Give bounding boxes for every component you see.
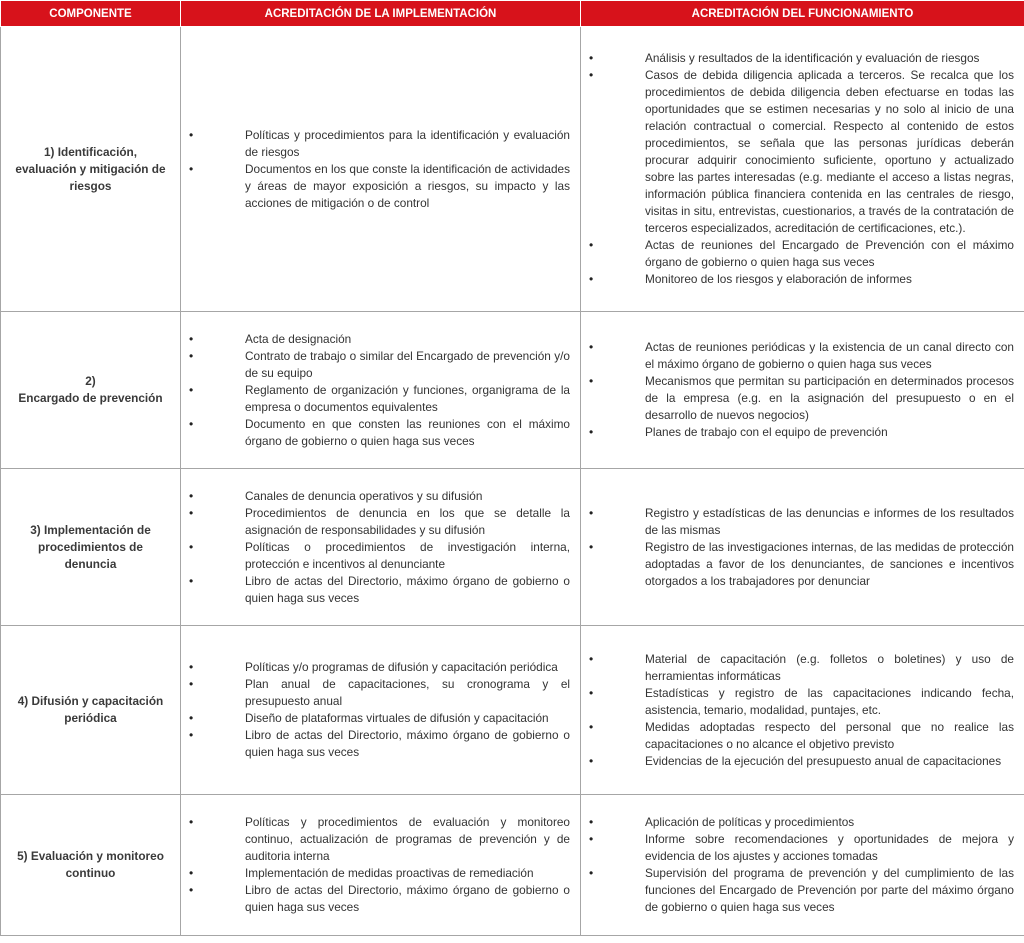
component-label: denuncia: [64, 556, 117, 571]
implementation-list: [181, 488, 580, 607]
component-label: periódica: [64, 711, 117, 725]
list-item: • Registro de las investigaciones internas, de las medidas de protección adoptadas a favor de los denunciantes, de sanciones e incentivos otorgados a los trabajadores por denunciar: [581, 539, 1024, 590]
list-item: • Políticas y/o programas de difusión y capacitación periódica: [181, 659, 580, 676]
list-item: • Actas de reuniones periódicas y la existencia de un canal directo con el máximo órgano de gobierno o quien haga sus veces: [581, 339, 1024, 373]
list-item: • Monitoreo de los riesgos y elaboración de informes: [581, 271, 1024, 288]
list-item: • Documento en que consten las reuniones con el máximo órgano de gobierno o quien haga sus veces: [181, 416, 580, 450]
list-item: • Mecanismos que permitan su participación en determinados procesos de la empresa (e.g. en la asignación del presupuesto o en el desarrollo de nuevos negocios): [581, 373, 1024, 424]
header-componente: COMPONENTE: [1, 1, 181, 27]
list-item: • Registro y estadísticas de las denuncias e informes de los resultados de las mismas: [581, 505, 1024, 539]
list-item: • Análisis y resultados de la identificación y evaluación de riesgos: [581, 50, 1024, 67]
implementation-list: [181, 127, 580, 212]
functioning-cell: [581, 626, 1024, 795]
list-item: • Canales de denuncia operativos y su difusión: [181, 488, 580, 505]
table-row: [1, 27, 1024, 312]
list-item: • Políticas y procedimientos para la identificación y evaluación de riesgos: [181, 127, 580, 161]
list-item: • Diseño de plataformas virtuales de difusión y capacitación: [181, 710, 580, 727]
list-item: • Documentos en los que conste la identificación de actividades y áreas de mayor exposición a riesgos, su impacto y las acciones de mitigación o de control: [181, 161, 580, 212]
table-row: [1, 626, 1024, 795]
list-item: • Libro de actas del Directorio, máximo órgano de gobierno o quien haga sus veces: [181, 882, 580, 916]
list-item: • Supervisión del programa de prevención y del cumplimiento de las funciones del Encargado de Prevención por parte del máximo órgano de gobierno o quien haga sus veces: [581, 865, 1024, 916]
component-cell: [1, 312, 181, 469]
component-cell: [1, 626, 181, 795]
component-cell: [1, 469, 181, 626]
implementation-list: [181, 659, 580, 761]
list-item: • Informe sobre recomendaciones y oportunidades de mejora y evidencia de los ajustes y acciones tomadas: [581, 831, 1024, 865]
functioning-cell: [581, 469, 1024, 626]
functioning-list: [581, 651, 1024, 770]
implementation-cell: [181, 795, 581, 936]
component-label: 2): [85, 374, 96, 388]
list-item: • Material de capacitación (e.g. folletos o boletines) y uso de herramientas informáticas: [581, 651, 1024, 685]
functioning-list: [581, 505, 1024, 590]
table-row: [1, 795, 1024, 936]
implementation-cell: [181, 469, 581, 626]
functioning-cell: [581, 795, 1024, 936]
implementation-cell: [181, 626, 581, 795]
list-item: • Evidencias de la ejecución del presupuesto anual de capacitaciones: [581, 753, 1024, 770]
implementation-cell: [181, 312, 581, 469]
implementation-list: [181, 331, 580, 450]
list-item: • Medidas adoptadas respecto del personal que no realice las capacitaciones o no alcance el objetivo previsto: [581, 719, 1024, 753]
list-item: • Libro de actas del Directorio, máximo órgano de gobierno o quien haga sus veces: [181, 727, 580, 761]
list-item: • Políticas o procedimientos de investigación interna, protección e incentivos al denunciante: [181, 539, 580, 573]
functioning-cell: [581, 27, 1024, 312]
list-item: • Plan anual de capacitaciones, su cronograma y el presupuesto anual: [181, 676, 580, 710]
component-label: procedimientos de: [38, 539, 143, 554]
list-item: • Casos de debida diligencia aplicada a terceros. Se recalca que los procedimientos de debida diligencia deben efectuarse en todas las oportunidades que se estimen necesarias y no solo al inicio de una relación contractual o comercial. Respecto al contenido de estos procedimientos, se señala que las personas jurídicas deberán procurar adquirir conocimiento suficiente, oportuno y actualizado sobre las partes interesadas (e.g. mediante el acceso a listas negras, información pública financiera contenida en las centrales de riesgo, visitas in situ, entrevistas, cuestionarios, a través de la contratación de terceros especializados, acreditación de certificaciones, etc.).: [581, 67, 1024, 237]
component-cell: [1, 795, 181, 936]
functioning-list: [581, 814, 1024, 916]
list-item: • Estadísticas y registro de las capacitaciones indicando fecha, asistencia, temario, modalidad, puntajes, etc.: [581, 685, 1024, 719]
component-label: 4) Difusión y capacitación: [17, 694, 164, 708]
header-acreditacion-implementacion: ACREDITACIÓN DE LA IMPLEMENTACIÓN: [181, 1, 581, 27]
list-item: • Aplicación de políticas y procedimientos: [581, 814, 1024, 831]
component-label: 1) Identificación,: [43, 144, 138, 159]
component-label: riesgos: [69, 178, 112, 193]
list-item: • Implementación de medidas proactivas de remediación: [181, 865, 580, 882]
component-label: 3) Implementación de: [30, 522, 151, 537]
list-item: • Libro de actas del Directorio, máximo órgano de gobierno o quien haga sus veces: [181, 573, 580, 607]
component-label: Encargado de prevención: [18, 391, 163, 405]
implementation-cell: [181, 27, 581, 312]
list-item: • Planes de trabajo con el equipo de prevención: [581, 424, 1024, 441]
header-row: [1, 1, 1024, 27]
functioning-list: [581, 339, 1024, 441]
list-item: • Reglamento de organización y funciones, organigrama de la empresa o documentos equivalentes: [181, 382, 580, 416]
list-item: • Contrato de trabajo o similar del Encargado de prevención y/o de su equipo: [181, 348, 580, 382]
functioning-list: [581, 50, 1024, 288]
component-cell: [1, 27, 181, 312]
implementation-list: [181, 814, 580, 916]
list-item: • Acta de designación: [181, 331, 580, 348]
list-item: • Actas de reuniones del Encargado de Prevención con el máximo órgano de gobierno o quien haga sus veces: [581, 237, 1024, 271]
table-row: [1, 469, 1024, 626]
header-acreditacion-funcionamiento: ACREDITACIÓN DEL FUNCIONAMIENTO: [581, 1, 1024, 27]
list-item: • Procedimientos de denuncia en los que se detalle la asignación de responsabilidades y su difusión: [181, 505, 580, 539]
table-row: [1, 312, 1024, 469]
functioning-cell: [581, 312, 1024, 469]
component-label: continuo: [65, 866, 116, 880]
component-label: evaluación y mitigación de: [15, 161, 166, 176]
component-label: 5) Evaluación y monitoreo: [17, 849, 164, 863]
list-item: • Políticas y procedimientos de evaluación y monitoreo continuo, actualización de programas de prevención y de auditoria interna: [181, 814, 580, 865]
